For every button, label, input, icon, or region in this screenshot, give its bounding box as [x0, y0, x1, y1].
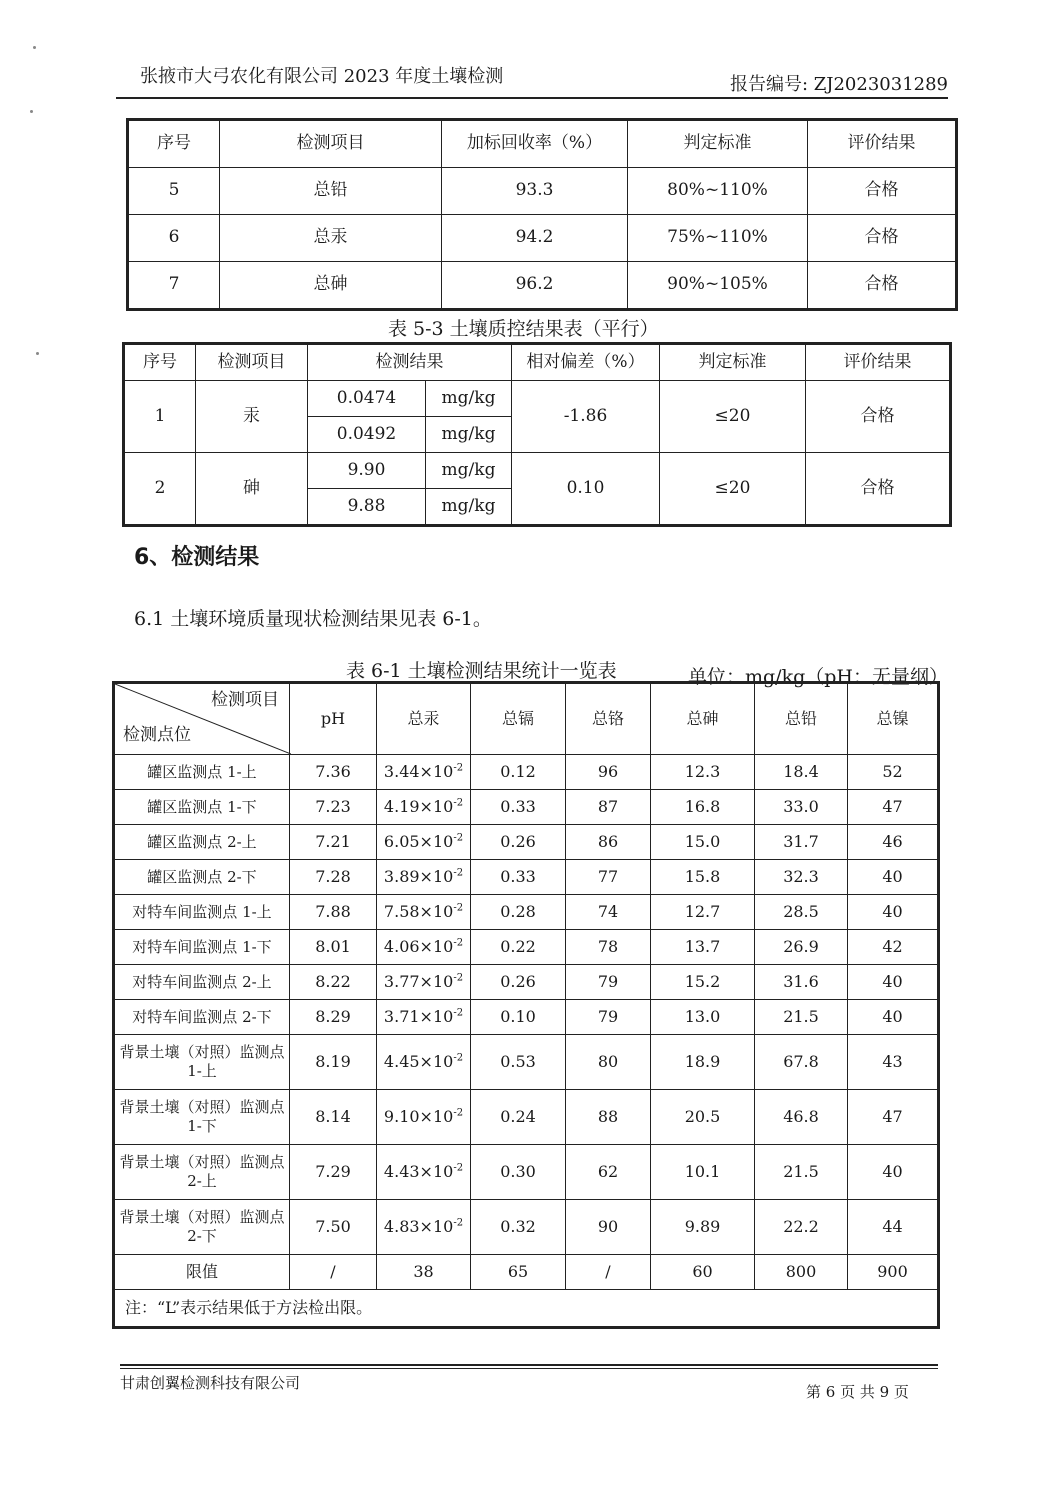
limit-row: [114, 1255, 939, 1290]
cell-standard: 75%~110%: [628, 215, 808, 262]
section-paragraph: 6.1 土壤环境质量现状检测结果见表 6-1。: [134, 608, 492, 630]
col-deviation: 相对偏差（%）: [512, 344, 660, 381]
cell-hg-exponent: -2: [453, 797, 464, 809]
cell-hg: [377, 825, 471, 860]
cell-pb: 21.5: [755, 1000, 848, 1035]
cell-hg-exponent: -2: [453, 1107, 464, 1119]
cell-ph: 7.21: [290, 825, 377, 860]
cell-ni: 40: [848, 895, 939, 930]
cell-hg-exponent: -2: [453, 937, 464, 949]
cell-ph: 7.36: [290, 755, 377, 790]
cell-item: 总砷: [220, 262, 442, 310]
cell-pb: 26.9: [755, 930, 848, 965]
cell-cr: 90: [566, 1200, 651, 1255]
cell-hg-exponent: -2: [453, 972, 464, 984]
col-standard: 判定标准: [628, 120, 808, 168]
col-no: 序号: [128, 120, 220, 168]
cell-cr: 80: [566, 1035, 651, 1090]
scan-speck: [33, 46, 36, 49]
cell-hg-mantissa: 3.89×10: [383, 867, 454, 886]
cell-cd: 0.26: [471, 965, 566, 1000]
table-6-1-caption: 表 6-1 土壤检测结果统计一览表: [346, 660, 617, 682]
cell-value: 9.88: [308, 489, 426, 526]
cell-ni: 52: [848, 755, 939, 790]
cell-hg: [377, 1090, 471, 1145]
cell-hg-exponent: -2: [453, 867, 464, 879]
recovery-table: [126, 118, 958, 311]
cell-ph: 8.29: [290, 1000, 377, 1035]
cell-site: 对特车间监测点 2-上: [114, 965, 290, 1000]
table-row: [114, 1000, 939, 1035]
table-6-1-unit: 单位：mg/kg（pH：无量纲）: [688, 666, 948, 688]
table-row: [128, 168, 957, 215]
cell-item: 总汞: [220, 215, 442, 262]
cell-cr: 79: [566, 965, 651, 1000]
cell-as: 13.0: [651, 1000, 755, 1035]
cell-hg-mantissa: 3.44×10: [383, 762, 454, 781]
table-row: [114, 965, 939, 1000]
cell-hg: [377, 930, 471, 965]
col-result: 检测结果: [308, 344, 512, 381]
cell-value: 0.0474: [308, 381, 426, 417]
table-row: [114, 825, 939, 860]
cell-unit: mg/kg: [426, 417, 512, 453]
col-no: 序号: [124, 344, 196, 381]
cell-cr: 79: [566, 1000, 651, 1035]
col-pb: 总铅: [755, 683, 848, 755]
cell-no: 1: [124, 381, 196, 453]
table-5-3-caption: 表 5-3 土壤质控结果表（平行）: [388, 318, 659, 340]
table-row: [114, 860, 939, 895]
corner-bottom-label: 检测点位: [123, 724, 191, 745]
table-row: [128, 262, 957, 310]
report-title: 张掖市大弓农化有限公司 2023 年度土壤检测: [140, 66, 504, 87]
cell-unit: mg/kg: [426, 489, 512, 526]
cell-pb: 800: [755, 1255, 848, 1290]
cell-result: 合格: [808, 262, 957, 310]
cell-recovery: 94.2: [442, 215, 628, 262]
cell-cd: 0.26: [471, 825, 566, 860]
col-as: 总砷: [651, 683, 755, 755]
cell-hg: 38: [377, 1255, 471, 1290]
cell-pb: 31.7: [755, 825, 848, 860]
cell-site: 背景土壤（对照）监测点 2-下: [114, 1200, 290, 1255]
cell-hg-exponent: -2: [453, 832, 464, 844]
cell-as: 15.2: [651, 965, 755, 1000]
table-row: [114, 1035, 939, 1090]
col-standard: 判定标准: [660, 344, 806, 381]
cell-hg: [377, 965, 471, 1000]
cell-cr: 87: [566, 790, 651, 825]
scan-speck: [30, 110, 33, 113]
cell-as: 60: [651, 1255, 755, 1290]
cell-pb: 31.6: [755, 965, 848, 1000]
cell-as: 20.5: [651, 1090, 755, 1145]
col-cd: 总镉: [471, 683, 566, 755]
cell-as: 16.8: [651, 790, 755, 825]
cell-ph: 8.14: [290, 1090, 377, 1145]
cell-ni: 44: [848, 1200, 939, 1255]
cell-ni: 40: [848, 1145, 939, 1200]
cell-hg: [377, 1200, 471, 1255]
cell-no: 7: [128, 262, 220, 310]
cell-item: 汞: [196, 381, 308, 453]
table-row: [114, 930, 939, 965]
cell-ni: 46: [848, 825, 939, 860]
report-number: 报告编号: ZJ2023031289: [729, 74, 948, 95]
cell-site: 罐区监测点 1-上: [114, 755, 290, 790]
cell-site: 背景土壤（对照）监测点 2-上: [114, 1145, 290, 1200]
scan-speck: [36, 352, 39, 355]
cell-hg-mantissa: 9.10×10: [383, 1107, 454, 1126]
cell-site: 限值: [114, 1255, 290, 1290]
table-row: [124, 381, 951, 417]
cell-cd: 0.22: [471, 930, 566, 965]
cell-cr: 88: [566, 1090, 651, 1145]
cell-cd: 0.24: [471, 1090, 566, 1145]
cell-ni: 47: [848, 1090, 939, 1145]
cell-hg: [377, 790, 471, 825]
cell-cr: 62: [566, 1145, 651, 1200]
cell-evaluation: 合格: [806, 381, 951, 453]
cell-hg: [377, 860, 471, 895]
table-row: [114, 790, 939, 825]
cell-value: 0.0492: [308, 417, 426, 453]
col-item: 检测项目: [196, 344, 308, 381]
col-ni: 总镍: [848, 683, 939, 755]
cell-as: 9.89: [651, 1200, 755, 1255]
col-cr: 总铬: [566, 683, 651, 755]
cell-no: 2: [124, 453, 196, 526]
footer-rule: [120, 1364, 938, 1366]
cell-hg: [377, 755, 471, 790]
table-row: [114, 895, 939, 930]
col-hg: 总汞: [377, 683, 471, 755]
cell-site: 对特车间监测点 1-下: [114, 930, 290, 965]
cell-pb: 67.8: [755, 1035, 848, 1090]
cell-as: 12.7: [651, 895, 755, 930]
cell-deviation: 0.10: [512, 453, 660, 526]
cell-hg-exponent: -2: [453, 1007, 464, 1019]
cell-hg-exponent: -2: [453, 762, 464, 774]
cell-hg-mantissa: 6.05×10: [383, 832, 454, 851]
footer-rule-thin: [120, 1368, 938, 1369]
cell-hg-mantissa: 7.58×10: [383, 902, 454, 921]
cell-unit: mg/kg: [426, 381, 512, 417]
cell-deviation: -1.86: [512, 381, 660, 453]
cell-cd: 0.32: [471, 1200, 566, 1255]
cell-ni: 42: [848, 930, 939, 965]
col-recovery: 加标回收率（%）: [442, 120, 628, 168]
cell-standard: ≤20: [660, 453, 806, 526]
table-header-row: [128, 120, 957, 168]
cell-evaluation: 合格: [806, 453, 951, 526]
cell-ph: 7.50: [290, 1200, 377, 1255]
cell-as: 15.8: [651, 860, 755, 895]
cell-cd: 65: [471, 1255, 566, 1290]
cell-site: 对特车间监测点 1-上: [114, 895, 290, 930]
cell-hg: [377, 895, 471, 930]
cell-hg: [377, 1145, 471, 1200]
cell-cd: 0.10: [471, 1000, 566, 1035]
cell-as: 10.1: [651, 1145, 755, 1200]
cell-cr: 78: [566, 930, 651, 965]
cell-cr: 96: [566, 755, 651, 790]
col-evaluation: 评价结果: [806, 344, 951, 381]
cell-site: 罐区监测点 2-上: [114, 825, 290, 860]
cell-ni: 43: [848, 1035, 939, 1090]
cell-no: 6: [128, 215, 220, 262]
cell-pb: 22.2: [755, 1200, 848, 1255]
cell-as: 13.7: [651, 930, 755, 965]
cell-hg-mantissa: 3.71×10: [383, 1007, 454, 1026]
table-note: 注：“L”表示结果低于方法检出限。: [114, 1290, 939, 1328]
cell-ni: 47: [848, 790, 939, 825]
cell-value: 9.90: [308, 453, 426, 489]
cell-cd: 0.12: [471, 755, 566, 790]
cell-hg-mantissa: 4.43×10: [383, 1162, 454, 1181]
cell-ph: 8.22: [290, 965, 377, 1000]
cell-ni: 40: [848, 860, 939, 895]
cell-cd: 0.53: [471, 1035, 566, 1090]
table-row: [114, 755, 939, 790]
col-result: 评价结果: [808, 120, 957, 168]
cell-hg-mantissa: 4.45×10: [383, 1052, 454, 1071]
cell-no: 5: [128, 168, 220, 215]
cell-standard: ≤20: [660, 381, 806, 453]
cell-ni: 40: [848, 1000, 939, 1035]
col-ph: pH: [290, 683, 377, 755]
cell-hg-exponent: -2: [453, 1217, 464, 1229]
note-row: [114, 1290, 939, 1328]
cell-cr: 77: [566, 860, 651, 895]
table-row: [114, 1200, 939, 1255]
cell-result: 合格: [808, 215, 957, 262]
cell-recovery: 93.3: [442, 168, 628, 215]
cell-cd: 0.30: [471, 1145, 566, 1200]
cell-ph: 7.28: [290, 860, 377, 895]
cell-ph: 7.29: [290, 1145, 377, 1200]
cell-standard: 90%~105%: [628, 262, 808, 310]
cell-site: 对特车间监测点 2-下: [114, 1000, 290, 1035]
cell-cd: 0.33: [471, 860, 566, 895]
cell-standard: 80%~110%: [628, 168, 808, 215]
table-row: [128, 215, 957, 262]
cell-unit: mg/kg: [426, 453, 512, 489]
cell-hg-exponent: -2: [453, 1162, 464, 1174]
cell-cd: 0.33: [471, 790, 566, 825]
cell-as: 18.9: [651, 1035, 755, 1090]
table-row: [124, 453, 951, 489]
cell-ph: 7.88: [290, 895, 377, 930]
header-rule: [116, 97, 948, 99]
footer-page-number: 第 6 页 共 9 页: [806, 1383, 909, 1401]
cell-hg-exponent: -2: [453, 902, 464, 914]
footer-company: 甘肃创翼检测科技有限公司: [120, 1374, 301, 1392]
cell-pb: 18.4: [755, 755, 848, 790]
table-row: [114, 1145, 939, 1200]
cell-hg-exponent: -2: [453, 1052, 464, 1064]
cell-ni: 40: [848, 965, 939, 1000]
table-header-row: [114, 683, 939, 755]
cell-site: 罐区监测点 1-下: [114, 790, 290, 825]
cell-hg-mantissa: 3.77×10: [383, 972, 454, 991]
cell-hg-mantissa: 4.06×10: [383, 937, 454, 956]
cell-cr: 86: [566, 825, 651, 860]
table-row: [114, 1090, 939, 1145]
corner-header-cell: [114, 683, 290, 755]
cell-as: 12.3: [651, 755, 755, 790]
cell-hg-mantissa: 4.19×10: [383, 797, 454, 816]
col-item: 检测项目: [220, 120, 442, 168]
cell-result: 合格: [808, 168, 957, 215]
cell-cd: 0.28: [471, 895, 566, 930]
cell-hg: [377, 1000, 471, 1035]
cell-site: 背景土壤（对照）监测点 1-上: [114, 1035, 290, 1090]
results-table: [112, 681, 940, 1329]
cell-pb: 21.5: [755, 1145, 848, 1200]
cell-ni: 900: [848, 1255, 939, 1290]
cell-site: 罐区监测点 2-下: [114, 860, 290, 895]
cell-hg: [377, 1035, 471, 1090]
cell-item: 砷: [196, 453, 308, 526]
cell-cr: 74: [566, 895, 651, 930]
table-header-row: [124, 344, 951, 381]
cell-ph: /: [290, 1255, 377, 1290]
cell-recovery: 96.2: [442, 262, 628, 310]
cell-pb: 28.5: [755, 895, 848, 930]
cell-site: 背景土壤（对照）监测点 1-下: [114, 1090, 290, 1145]
parallel-table: [122, 342, 952, 527]
section-heading: 6、检测结果: [134, 545, 260, 570]
cell-ph: 8.19: [290, 1035, 377, 1090]
corner-top-label: 检测项目: [211, 690, 279, 710]
cell-item: 总铅: [220, 168, 442, 215]
cell-cr: /: [566, 1255, 651, 1290]
cell-as: 15.0: [651, 825, 755, 860]
cell-hg-mantissa: 4.83×10: [383, 1217, 454, 1236]
cell-pb: 32.3: [755, 860, 848, 895]
cell-pb: 33.0: [755, 790, 848, 825]
cell-ph: 7.23: [290, 790, 377, 825]
cell-pb: 46.8: [755, 1090, 848, 1145]
cell-ph: 8.01: [290, 930, 377, 965]
